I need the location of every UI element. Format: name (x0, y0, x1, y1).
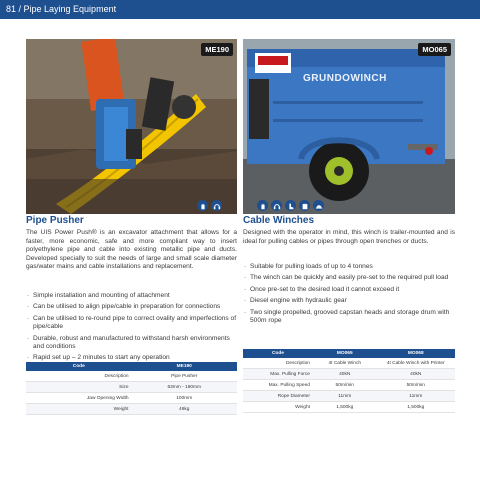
table-cell: 46kg (132, 404, 238, 415)
table-row (243, 380, 455, 391)
table-header-cell: ME190 (132, 362, 238, 371)
table-row (26, 371, 237, 382)
table-header-cell: Code (26, 362, 132, 371)
table-row (243, 402, 455, 413)
table-cell: 100mm (132, 393, 238, 404)
table-cell: 50m/min (313, 380, 377, 391)
page-title: 81 / Pipe Laying Equipment (6, 4, 117, 14)
table-header-row (26, 362, 237, 371)
cable-winch-photo (243, 39, 455, 214)
table-cell: Description (26, 371, 132, 382)
table-cell: 40kN (377, 369, 455, 380)
table-cell: Rope Diameter (243, 391, 313, 402)
pipe-pusher-intro: The UIS Power Push® is an excavator attachment that allows for a faster, more economic, safe and more compliant way to insert polyethylene pipe and cable into existing metallic pipe and ducts. Developed specially to suit the needs of large and small scale diameter gas/water mains and cable installations and replacement. (26, 229, 237, 271)
list-item: · Can be utilised to re-round pipe to correct ovality and imperfections of pipe/cable (26, 315, 237, 332)
pipe-pusher-heading: Pipe Pusher (26, 215, 84, 226)
table-cell: 50m/min (377, 380, 455, 391)
table-header-cell: MO065 (313, 349, 377, 358)
table-cell: 4t Cable Winch with Printer (377, 358, 455, 369)
gloves-icon (257, 200, 268, 211)
machine-brand-text: GRUNDOWINCH (303, 73, 387, 84)
safety-boots-icon (285, 200, 296, 211)
table-header-cell: Code (243, 349, 313, 358)
table-cell: 11mm (377, 391, 455, 402)
gloves-icon (197, 200, 208, 211)
ear-protection-icon (211, 200, 222, 211)
cable-winches-heading: Cable Winches (243, 215, 315, 226)
table-cell: 63mm - 180mm (132, 382, 238, 393)
table-cell: 4t Cable Winch (313, 358, 377, 369)
cable-winches-spec-table (243, 349, 455, 413)
table-cell: 1,500kg (313, 402, 377, 413)
list-item: · Once pre-set to the desired load it cannot exceed it (243, 286, 455, 294)
pipe-pusher-photo (26, 39, 237, 214)
hard-hat-icon (313, 200, 324, 211)
list-item: · Two single propelled, grooved capstan heads and storage drum with 500m rope (243, 309, 455, 326)
ppe-icons-left (197, 200, 222, 211)
table-cell: Weight (243, 402, 313, 413)
cable-winches-features (243, 263, 455, 328)
list-item: · Can be utilised to align pipe/cable in preparation for connections (26, 303, 237, 311)
product-code-badge: ME190 (201, 43, 233, 56)
table-cell: Pipe Pusher (132, 371, 238, 382)
ear-protection-icon (271, 200, 282, 211)
list-item: · Rapid set up – 2 minutes to start any operation (26, 354, 237, 362)
table-cell: Max. Pulling Speed (243, 380, 313, 391)
table-row (26, 393, 237, 404)
table-cell: 40kN (313, 369, 377, 380)
hi-vis-icon (299, 200, 310, 211)
table-cell: 1,500kg (377, 402, 455, 413)
list-item: · Durable, robust and manufactured to withstand harsh environments and conditions (26, 335, 237, 352)
ppe-icons-right (257, 200, 324, 211)
table-row (26, 404, 237, 415)
pipe-pusher-features (26, 292, 237, 366)
table-row (26, 382, 237, 393)
table-row (243, 358, 455, 369)
product-code-badge: MO065 (418, 43, 451, 56)
table-row (243, 391, 455, 402)
table-header-row (243, 349, 455, 358)
pipe-pusher-spec-table (26, 362, 237, 415)
table-cell: Max. Pulling Force (243, 369, 313, 380)
table-cell: Description (243, 358, 313, 369)
header-bar (0, 0, 480, 19)
list-item: · Diesel engine with hydraulic gear (243, 297, 455, 305)
list-item: · The winch can be quickly and easily pre-set to the required pull load (243, 274, 455, 282)
table-header-cell: MO068 (377, 349, 455, 358)
table-cell: 11mm (313, 391, 377, 402)
table-cell: Weight (26, 404, 132, 415)
cable-winches-intro: Designed with the operator in mind, this winch is trailer-mounted and is ideal for pulling cables or pipes through open trenches or ducts. (243, 229, 455, 245)
list-item: · Suitable for pulling loads of up to 4 tonnes (243, 263, 455, 271)
table-cell: Jaw Opening Width (26, 393, 132, 404)
list-item: · Simple installation and mounting of attachment (26, 292, 237, 300)
table-row (243, 369, 455, 380)
table-cell: Size (26, 382, 132, 393)
